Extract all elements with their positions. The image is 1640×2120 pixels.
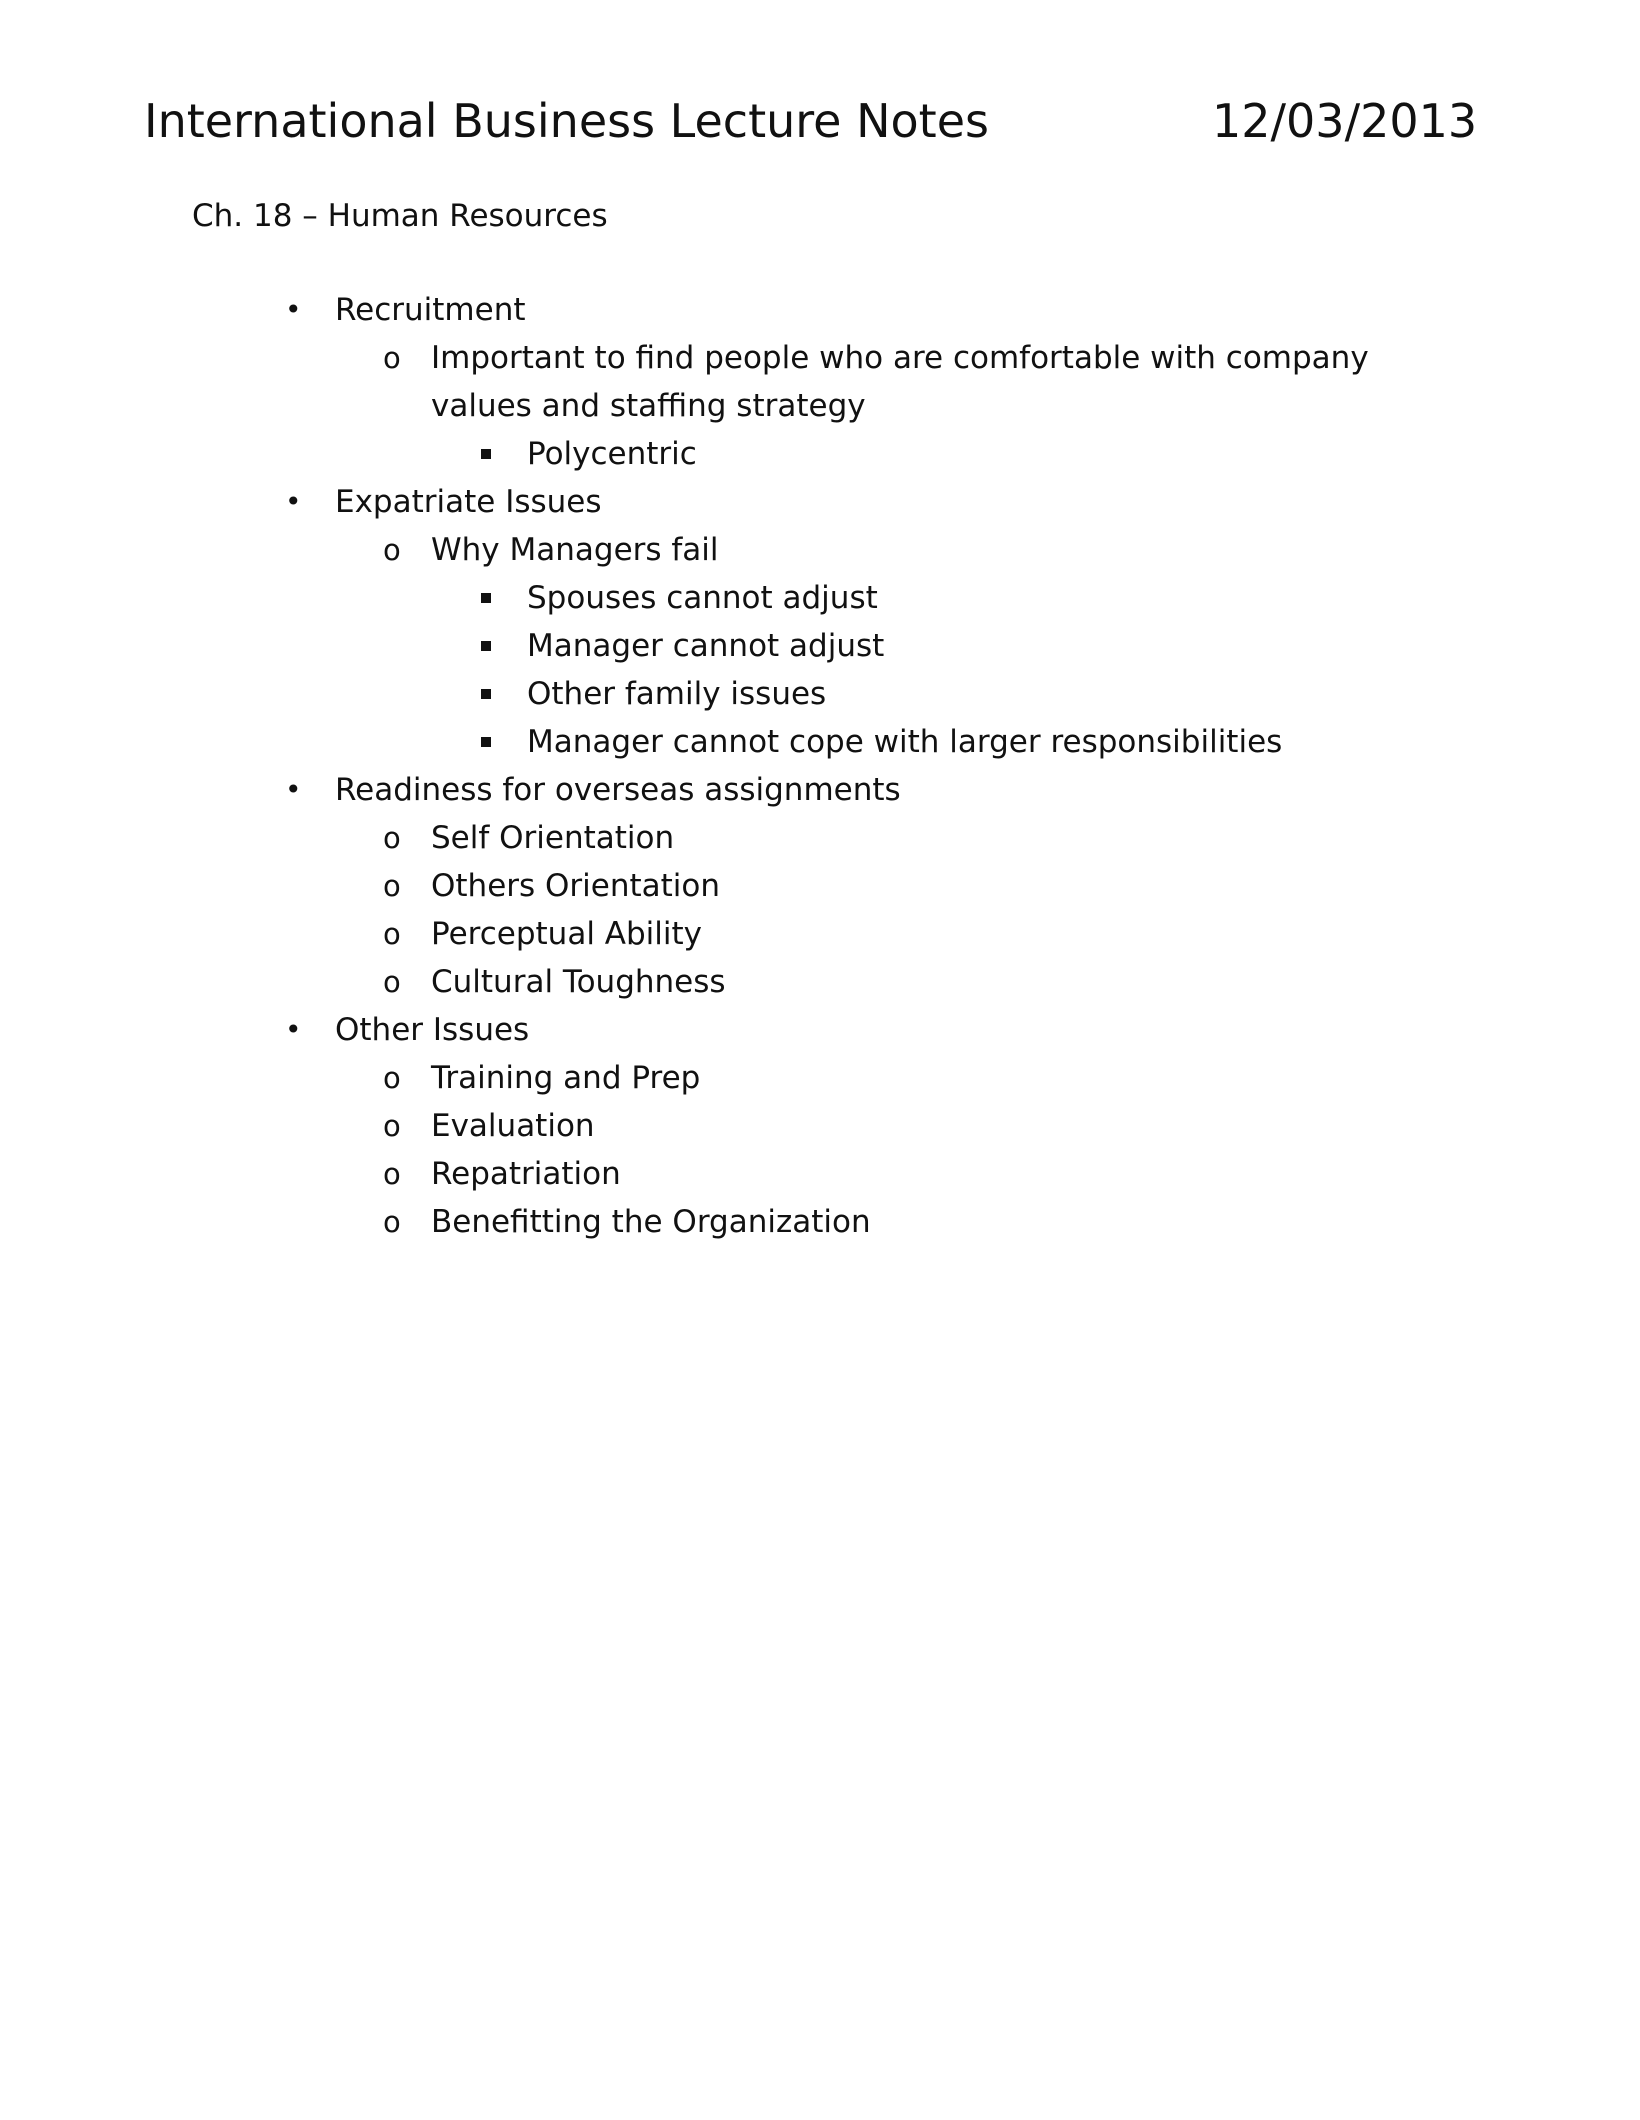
outline-subsubitem-text: Other family issues — [527, 676, 827, 712]
outline-subitem-text: Perceptual Ability — [431, 916, 703, 952]
outline-subsubitem-text: Polycentric — [527, 436, 697, 472]
outline-item-text: Recruitment — [335, 292, 526, 328]
outline-item — [0, 766, 1640, 814]
outline-subitem-text: Benefitting the Organization — [431, 1204, 871, 1240]
sub-bullet-marker: o — [383, 341, 401, 375]
outline-subitem-text: Cultural Toughness — [431, 964, 726, 1000]
square-bullet-marker — [481, 449, 491, 459]
outline-subitem — [0, 958, 1640, 1006]
outline-item — [0, 1006, 1640, 1054]
outline-subsubitem-text: Spouses cannot adjust — [527, 580, 878, 616]
outline-subitem-text: Repatriation — [431, 1156, 621, 1192]
bullet-marker: • — [285, 293, 302, 326]
outline-subitem — [0, 862, 1640, 910]
sub-bullet-marker: o — [383, 821, 401, 855]
square-bullet-marker — [481, 593, 491, 603]
document-date: 12/03/2013 — [1212, 94, 1478, 148]
outline-subsubitem — [0, 622, 1640, 670]
outline-subitem — [0, 1198, 1640, 1246]
outline-subitem-text: Self Orientation — [431, 820, 675, 856]
outline-subitem-text: Important to find people who are comfortable with company values and staffing strategy — [431, 340, 1369, 424]
bullet-outline — [0, 286, 1640, 1246]
bullet-marker: • — [285, 485, 302, 518]
outline-subitem — [0, 1054, 1640, 1102]
sub-bullet-marker: o — [383, 1109, 401, 1143]
outline-subitem-text: Why Managers fail — [431, 532, 719, 568]
outline-subitem-text: Others Orientation — [431, 868, 721, 904]
sub-bullet-marker: o — [383, 1061, 401, 1095]
outline-subitem — [0, 526, 1640, 574]
square-bullet-marker — [481, 689, 491, 699]
outline-subsubitem-text: Manager cannot adjust — [527, 628, 885, 664]
sub-bullet-marker: o — [383, 533, 401, 567]
chapter-heading: Ch. 18 – Human Resources — [192, 198, 608, 234]
outline-item-text: Expatriate Issues — [335, 484, 602, 520]
outline-subsubitem — [0, 574, 1640, 622]
sub-bullet-marker: o — [383, 965, 401, 999]
document-title: International Business Lecture Notes — [144, 94, 989, 148]
square-bullet-marker — [481, 737, 491, 747]
outline-subsubitem — [0, 670, 1640, 718]
sub-bullet-marker: o — [383, 869, 401, 903]
outline-subitem-text: Evaluation — [431, 1108, 595, 1144]
outline-subsubitem — [0, 430, 1640, 478]
outline-subsubitem — [0, 718, 1640, 766]
sub-bullet-marker: o — [383, 917, 401, 951]
outline-subitem-text: Training and Prep — [431, 1060, 701, 1096]
outline-item — [0, 286, 1640, 334]
bullet-marker: • — [285, 1013, 302, 1046]
square-bullet-marker — [481, 641, 491, 651]
outline-subitem — [0, 910, 1640, 958]
outline-subsubitem-text: Manager cannot cope with larger responsibilities — [527, 724, 1283, 760]
sub-bullet-marker: o — [383, 1157, 401, 1191]
outline-subitem — [0, 334, 1640, 430]
outline-subitem — [0, 1150, 1640, 1198]
outline-subitem — [0, 1102, 1640, 1150]
outline-subitem — [0, 814, 1640, 862]
sub-bullet-marker: o — [383, 1205, 401, 1239]
bullet-marker: • — [285, 773, 302, 806]
outline-item-text: Other Issues — [335, 1012, 530, 1048]
outline-item-text: Readiness for overseas assignments — [335, 772, 901, 808]
outline-item — [0, 478, 1640, 526]
